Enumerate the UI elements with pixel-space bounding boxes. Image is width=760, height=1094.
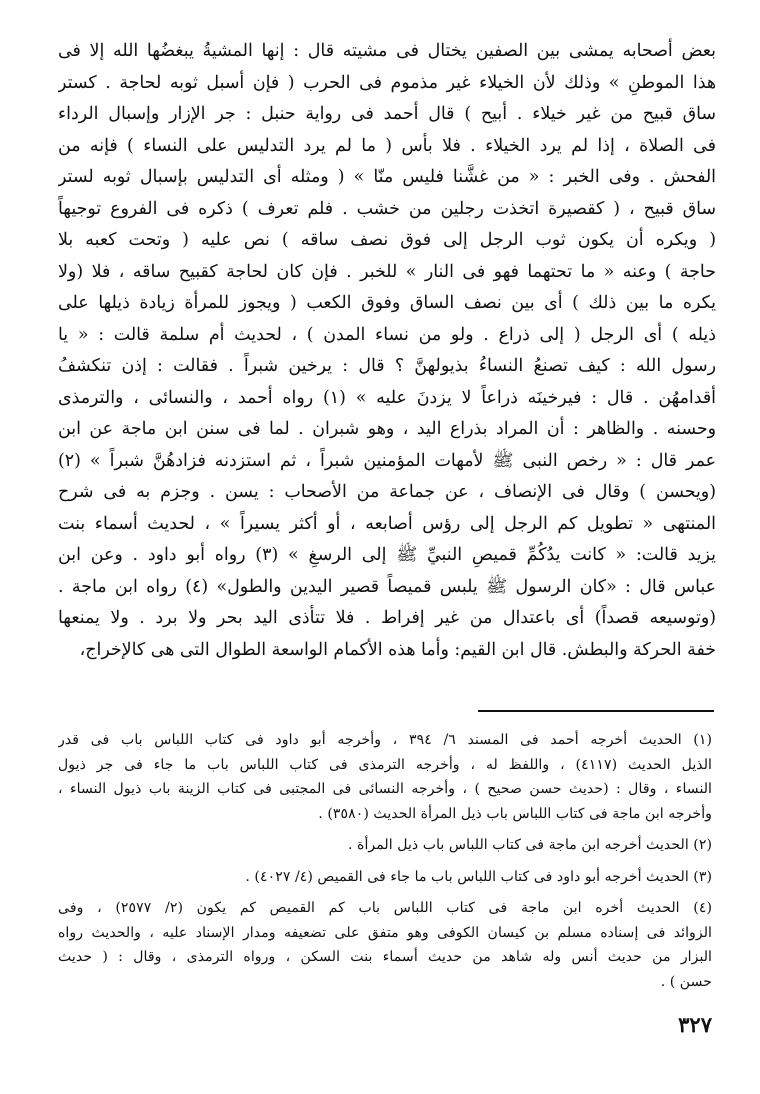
text-line: فى الصلاة ، إذا لم يرد الخيلاء . فلا بأس ( ما لم يرد التدليس على النساء ) فإنه من: [58, 135, 716, 156]
footnote-line: (٣) الحديث أخرجه أبو داود فى كتاب اللباس باب ما جاء فى القميص (٤/ ٤٠٢٧) .: [245, 868, 712, 885]
page-number: ٣٢٧: [678, 1012, 712, 1037]
main-text-block: [58, 36, 716, 666]
footnote-line: (٤) الحديث أخره ابن ماجة فى كتاب اللباس باب كم القميص كم يكون (٢/ ٢٥٧٧) ، وفى: [58, 900, 712, 916]
footnote-4: [58, 896, 712, 994]
footnote-line: النساء ، وقال : (حديث حسن صحيح ) ، وأخرجه النسائى فى المجتبى فى كتاب الزينة باب ذيول النساء ،: [58, 781, 712, 797]
footnote-line: وأخرجه ابن ماجة فى كتاب اللباس باب ذيل المرأة الحديث (٣٥٨٠) .: [318, 805, 712, 822]
text-line: يزيد قالت: « كانت يدُكُمِّ قميصِ النبيِّ ﷺ إلى الرسغِ » (٣) رواه أبو داود . وعن ابن: [58, 545, 716, 565]
text-line: بعض أصحابه يمشى بين الصفين يختال فى مشيته قال : إنها المشيةُ يبغضُها الله إلا فى: [58, 41, 716, 61]
text-line: (وتوسيعه قصداً) أى باعتدال من غير إفراط . فلا تتأذى اليد بحر ولا برد . ولا يمنعها: [58, 608, 716, 628]
text-line: هذا الموطنِ » وذلك لأن الخيلاء غير مذموم فى الحرب ( فإن أسبل ثوبه لحاجة . كستر: [58, 72, 716, 93]
text-line: عمر قال : « رخص النبى ﷺ لأمهات المؤمنين شبراً ، ثم استزدنه فزادهُنَّ شبراً » (٢): [58, 450, 716, 471]
text-line: المنتهى « تطويل كم الرجل إلى رؤس أصابعه ، أو أكثر يسيراً » ، لحديث أسماء بنت: [58, 513, 716, 534]
footnote-line: (٢) الحديث أخرجه ابن ماجة فى كتاب اللباس باب ذيل المرأة .: [348, 837, 712, 853]
text-line: (ويحسن ) وقال فى الإنصاف ، عن جماعة من الأصحاب : يسن . وجزم به فى شرح: [58, 482, 716, 502]
text-line: ساق قبيح من غير خيلاء . أبيح ) قال أحمد فى رواية حنبل : جر الإزار وإسبال الرداء: [58, 104, 716, 124]
footnote-line: البزار من حديث أنس وله شاهد من حديث أسماء بنت السكن ، ورواه الترمذى ، وقال : ( حديث: [58, 949, 712, 965]
footnote-1: [58, 728, 712, 826]
text-line: عباس قال : «كان الرسول ﷺ يلبس قميصاً قصير اليدين والطول» (٤) رواه ابن ماجة .: [58, 576, 716, 597]
text-line: ذيله ) أى الرجل ( إلى ذراع . ولو من نساء المدن ) ، لحديث أم سلمة قالت : « يا: [58, 324, 716, 345]
text-line: وحسنه . والظاهر : أن المراد بذراع اليد ، وهو شبران . لما فى سنن ابن ماجة عن ابن: [58, 419, 716, 439]
text-line: يكره ما بين ذلك ) أى بين نصف الساق وفوق الكعب ( ويجوز للمرأة زيادة ذيلها على: [58, 293, 716, 313]
footnote-separator: [478, 710, 714, 712]
footnote-line: (١) الحديث أخرجه أحمد فى المسند ٦/ ٣٩٤ ، وأخرجه أبو داود فى كتاب اللباس باب فى قدر: [58, 732, 712, 748]
footnote-line: حسن ) .: [660, 973, 712, 990]
text-line: الفحش . وفى الخبر : « من غشَّنا فليس منّا » ( ومثله أى التدليس بإسبال ثوبه لستر: [58, 167, 716, 187]
footnote-line: الزوائد فى إسناده مسلم بن كيسان الكوفى وهو متفق على تضعيفه ومدار الإسناد عليه ، والحديث رواه: [58, 924, 712, 941]
text-line: حاجة ) وعنه « ما تحتهما فهو فى النار » للخبر . فإن كان لحاجة كقبيح ساقه ، فلا (ولا: [58, 261, 716, 282]
text-line: رسول الله : كيف تصنعُ النساءُ بذيولهنَّ ؟ قال : يرخين شبراً . فقالت : إذن تنكشفُ: [58, 356, 716, 376]
text-line: ( ويكره أن يكون ثوب الرجل إلى فوق نصف ساقه ) نص عليه ( وتحت كعبه بلا: [58, 230, 716, 250]
footnote-line: الذيل الحديث (٤١١٧) ، واللفظ له ، وأخرجه الترمذى فى كتاب اللباس باب ما جاء فى جر ذيول: [58, 756, 712, 773]
footnote-2: [58, 833, 712, 858]
text-line: ساق قبيح ، ( كقصيرة اتخذت رجلين من خشب . فلم تعرف ) ذكره فى الفروع توجيهاً: [58, 198, 716, 219]
text-line: خفة الحركة والبطش. قال ابن القيم: وأما هذه الأكمام الواسعة الطوال التى هى كالإخراج،: [79, 639, 716, 660]
footnotes-block: [58, 728, 712, 1001]
text-line: أقدامهُن . قال : فيرخينَه ذراعاً لا يزدنَ عليه » (١) رواه أحمد ، والنسائى ، والترمذى: [58, 387, 716, 408]
footnote-3: [58, 865, 712, 890]
